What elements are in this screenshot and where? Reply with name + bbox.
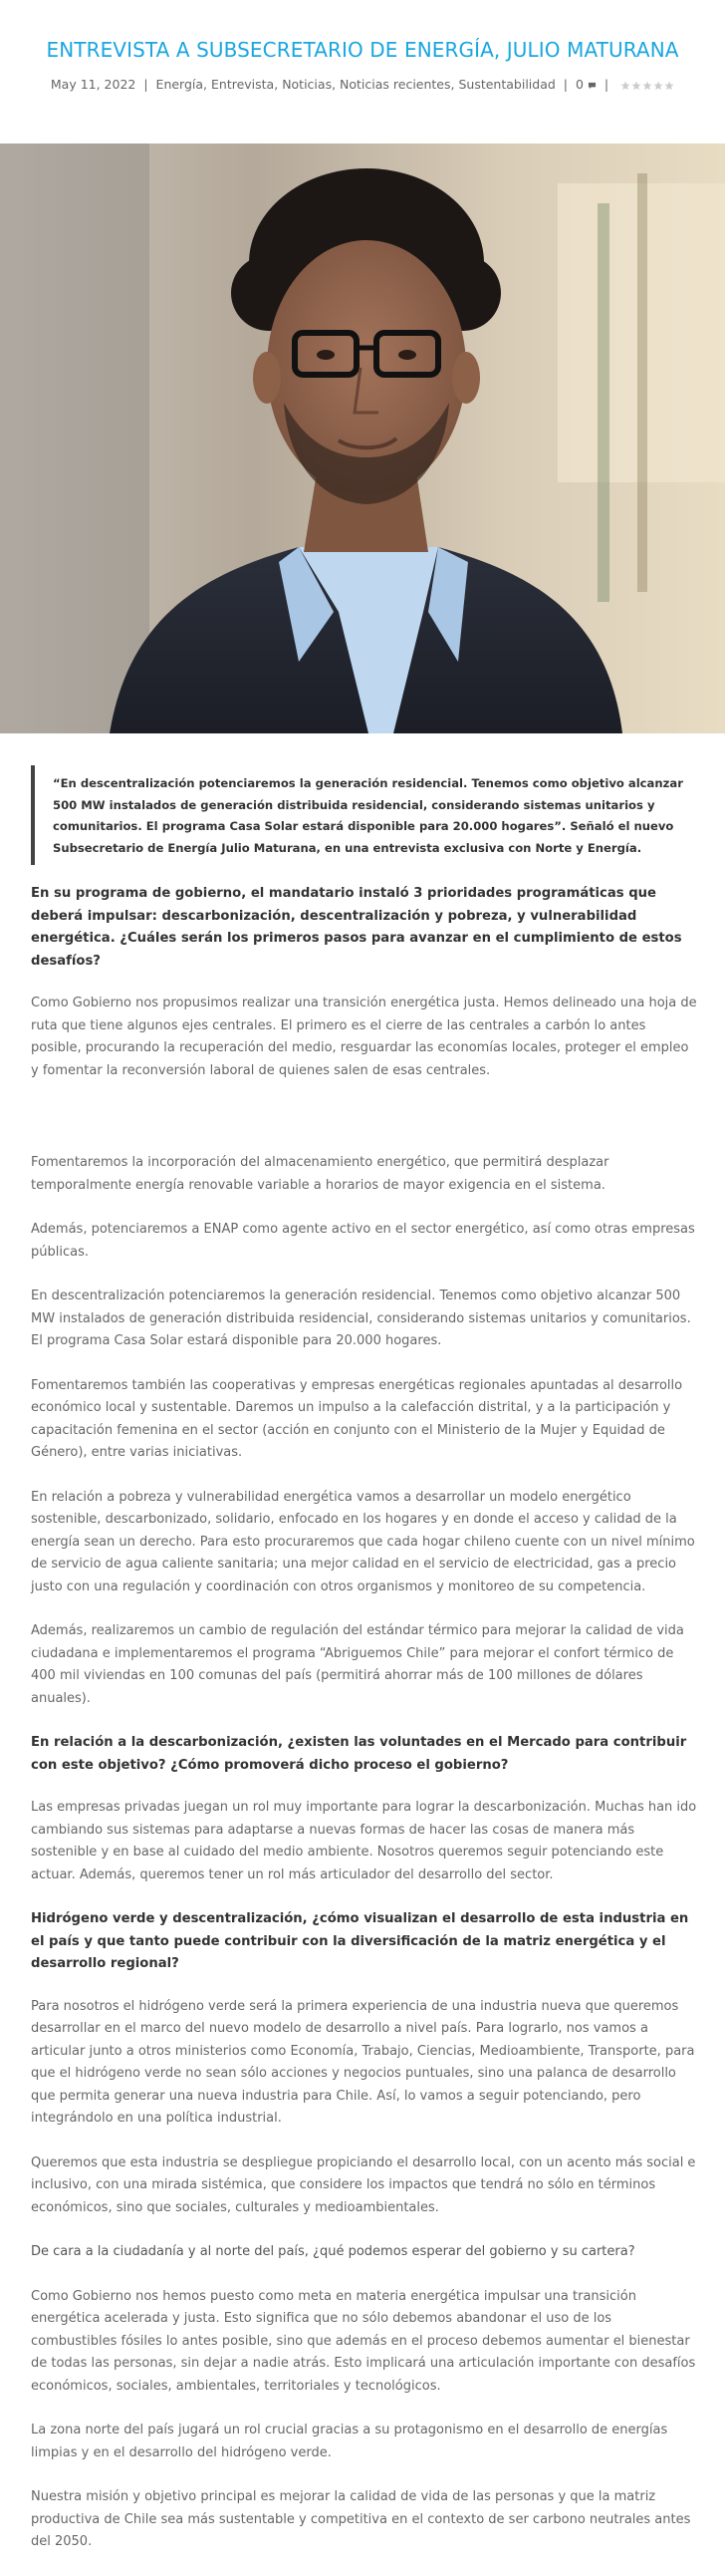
question-heading: En su programa de gobierno, el mandatario instaló 3 prioridades programáticas que deberá impulsar: descarbonización, descentralización y pobreza, y vulnerabilidad energética. ¿Cuáles serán los primeros pasos para avanzar en el cumplimiento de estos desafíos? (31, 886, 682, 969)
question-heading: En relación a la descarbonización, ¿existen las voluntades en el Mercado para contribuir con este objetivo? ¿Cómo promoverá dicho proceso el gobierno? (31, 1735, 687, 1773)
post-meta: May 11, 2022 | Energía, Entrevista, Noticias, Noticias recientes, Sustentabilidad | 0 | (0, 77, 725, 92)
star-icon[interactable] (664, 81, 674, 91)
category-link[interactable]: Noticias recientes (340, 77, 451, 92)
answer-paragraph: Fomentaremos la incorporación del almacenamiento energético, que permitirá desplazar temporalmente energía renovable variable a horarios de mayor exigencia en el sistema. (31, 1155, 609, 1193)
answer-paragraph: En descentralización potenciaremos la generación residencial. Tenemos como objetivo alcanzar 500 MW instalados de generación distribuida residencial, considerando sistemas unitarios y comunitarios. El programa Casa Solar estará disponible para 20.000 hogares. (31, 1288, 691, 1348)
question-heading: Hidrógeno verde y descentralización, ¿cómo visualizan el desarrollo de esta industria en el país y que tanto puede contribuir con la diversificación de la matriz energética y el desarrollo regional? (31, 1911, 689, 1971)
article-body (31, 757, 698, 2576)
post-date: May 11, 2022 (50, 77, 136, 92)
category-link[interactable]: Sustentabilidad (458, 77, 556, 92)
answer-paragraph: La zona norte del país jugará un rol crucial gracias a su protagonismo en el desarrollo de energías limpias y en el desarrollo del hidrógeno verde. (31, 2423, 668, 2460)
answer-paragraph: Nuestra misión y objetivo principal es mejorar la calidad de vida de las personas y que la matriz productiva de Chile sea más sustentable y competitiva en el contexto de ser carbono neutrales antes del 2050. (31, 2489, 691, 2549)
star-icon[interactable] (642, 81, 652, 91)
answer-paragraph: Las empresas privadas juegan un rol muy importante para lograr la descarbonización. Muchas han ido cambiando sus sistemas para adaptarse a nuevas formas de hacer las cosas de manera más sostenible y en base al cuidado del medio ambiente. Nosotros queremos seguir potenciando este actuar. Además, queremos tener un rol más articulador del desarrollo del sector. (31, 1800, 697, 1882)
comments-count: 0 (575, 77, 584, 92)
answer-paragraph: Como Gobierno nos hemos puesto como meta en materia energética impulsar una transición energética acelerada y justa. Esto significa que no sólo debemos abandonar el uso de los combustibles fósiles lo antes posible, sino que además en el proceso debemos aumentar el bienestar de todas las personas, sin dejar a nadie atrás. Esto implicará una articulación importante con desafíos económicos, sociales, ambientales, territoriales y tecnológicos. (31, 2288, 696, 2394)
page-title: ENTREVISTA A SUBSECRETARIO DE ENERGÍA, JULIO MATURANA (46, 38, 679, 62)
lead-quote: “En descentralización potenciaremos la generación residencial. Tenemos como objetivo alcanzar 500 MW instalados de generación distribuida residencial, considerando sistemas unitarios y comunitarios. El programa Casa Solar estará disponible para 20.000 hogares”. Señaló el nuevo Subsecretario de Energía Julio Maturana, en una entrevista exclusiva con Norte y Energía. (31, 765, 698, 865)
comments-link[interactable] (576, 77, 597, 92)
answer-paragraph: Como Gobierno nos propusimos realizar una transición energética justa. Hemos delineado una hoja de ruta que tiene algunos ejes centrales. El primero es el cierre de las centrales a carbón lo antes posible, procurando la recuperación del medio, resguardar las economías locales, proteger el empleo y fomentar la reconversión laboral de quienes salen de esas centrales. (31, 996, 697, 1078)
star-icon[interactable] (631, 81, 641, 91)
star-icon[interactable] (653, 81, 663, 91)
answer-paragraph: Queremos que esta industria se despliegue propiciando el desarrollo local, con un acento más social e inclusivo, con una mirada sistémica, que considere los impactos que tendrá no sólo en términos económicos, sino que sociales, culturales y medioambientales. (31, 2154, 696, 2215)
answer-paragraph: Fomentaremos también las cooperativas y empresas energéticas regionales apuntadas al desarrollo económico local y sustentable. Daremos un impulso a la calefacción distrital, y a la participación y capacitación femenina en el sector (acción en conjunto con el Ministerio de la Mujer y Equidad de Género), entre varias iniciativas. (31, 1377, 683, 1460)
category-link[interactable]: Energía (155, 77, 204, 92)
hero-portrait-image (0, 143, 725, 733)
comment-icon (588, 82, 597, 90)
star-icon[interactable] (620, 81, 630, 91)
category-link[interactable]: Entrevista (211, 77, 275, 92)
answer-paragraph: Para nosotros el hidrógeno verde será la primera experiencia de una industria nueva que queremos desarrollar en el marco del nuevo modelo de desarrollo a nivel país. Para lograrlo, nos vamos a articular junto a otros ministerios como Economía, Trabajo, Ciencias, Medioambiente, Transporte, para que el hidrógeno verde no sean sólo acciones y negocios puntuales, sino una palanca de desarrollo que permita generar una nueva industria para Chile. Así, lo vamos a seguir potenciando, pero integrándolo en una política industrial. (31, 1998, 695, 2126)
answer-paragraph: En relación a pobreza y vulnerabilidad energética vamos a desarrollar un modelo energético sostenible, descarbonizado, solidario, enfocado en los hogares y en donde el acceso y calidad de la energía sean un derecho. Para esto procuraremos que cada hogar chileno cuente con un nivel mínimo de servicio de agua caliente sanitaria; una mejor calidad en el servicio de electricidad, gas a precio justo con una regulación y coordinación con otros organismos y monitoreo de su competencia. (31, 1489, 695, 1594)
answer-paragraph: Además, realizaremos un cambio de regulación del estándar térmico para mejorar la calidad de vida ciudadana e implementaremos el programa “Abriguemos Chile” para mejorar el confort térmico de 400 mil viviendas en 100 comunas del país (permitirá ahorrar más de 100 millones de dólares anuales). (31, 1623, 684, 1706)
answer-paragraph: Además, potenciaremos a ENAP como agente activo en el sector energético, así como otras empresas públicas. (31, 1222, 695, 1260)
question-plain: De cara a la ciudadanía y al norte del país, ¿qué podemos esperar del gobierno y su cartera? (31, 2244, 635, 2259)
category-link[interactable]: Noticias (282, 77, 333, 92)
star-rating (620, 81, 674, 91)
